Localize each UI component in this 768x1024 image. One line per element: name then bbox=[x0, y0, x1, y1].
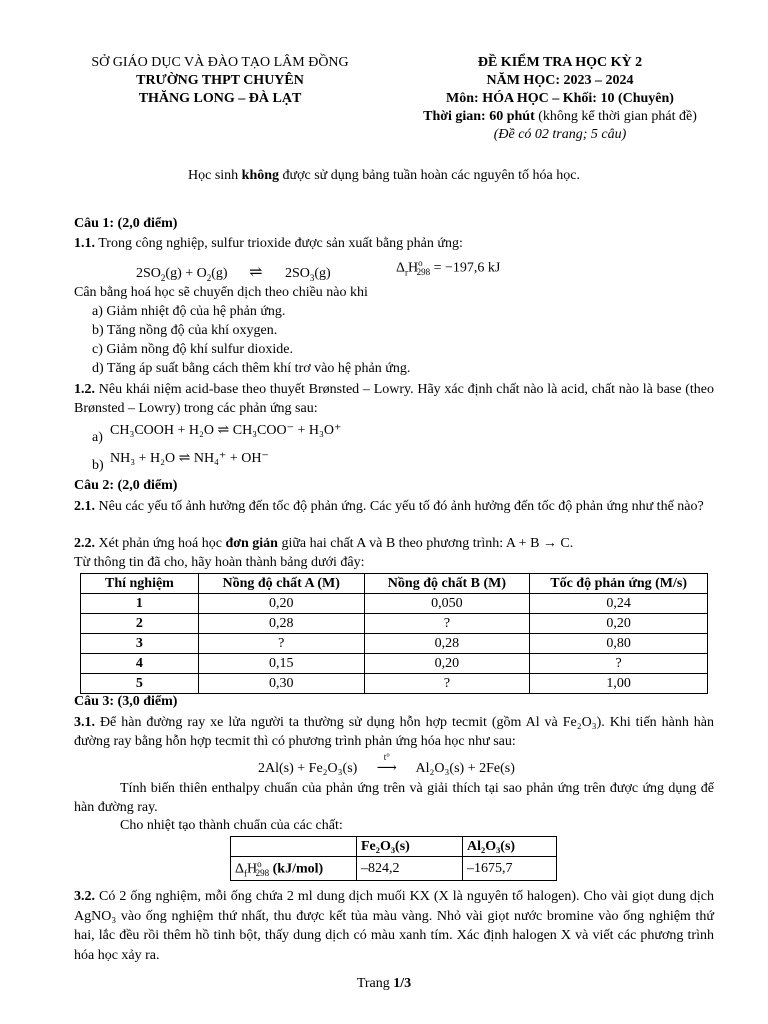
col-header-conc-a: Nồng độ chất A (M) bbox=[198, 574, 364, 594]
reaction-a-label: a) bbox=[92, 430, 103, 445]
q3-2-text: 3.2. Có 2 ống nghiệm, mỗi ống chứa 2 ml dung dịch muối KX (X là nguyên tố halogen). Cho vài giọt dung dịch AgNO₃ vào ống nghiệm thứ nhất, thu được kết tủa màu vàng. Nhỏ vài giọt nước bromine vào ống nghiệm thứ hai, lắc đều rồi thêm hồ tinh bột, thấy dung dịch có màu xanh tím. Xác định halogen X và viết các phương trình hóa học xảy ra. bbox=[74, 889, 714, 963]
col-header-experiment: Thí nghiệm bbox=[81, 574, 199, 594]
equation-thermite: 2Al(s) + Fe₂O₃(s) t° ⟶ Al₂O₃(s) + 2Fe(s) bbox=[258, 752, 515, 776]
q3-1-task: Tính biến thiên enthalpy chuẩn của phản ứng trên và giải thích tại sao phản ứng trên được ứng dụng để hàn đường ray. bbox=[74, 781, 714, 815]
school-header bbox=[70, 54, 370, 108]
enthalpy-value: $\Delta_rH^o_{298} = -197,6$ kJ bbox=[396, 258, 501, 278]
table-row: 2 0,28 ? 0,20 bbox=[81, 614, 708, 634]
q1-option-d: d) Tăng áp suất bằng cách thêm khí trơ vào hệ phản ứng. bbox=[92, 361, 411, 376]
exam-time: Thời gian: 60 phút (không kể thời gian phát đề) bbox=[423, 109, 697, 124]
formation-enthalpy-table bbox=[230, 836, 557, 881]
department-name: SỞ GIÁO DỤC VÀ ĐÀO TẠO LÂM ĐỒNG bbox=[91, 55, 349, 70]
school-name: TRƯỜNG THPT CHUYÊN bbox=[136, 73, 304, 88]
exam-pages-note: (Đề có 02 trang; 5 câu) bbox=[493, 127, 627, 142]
q1-option-c: c) Giảm nồng độ khí sulfur dioxide. bbox=[92, 342, 294, 357]
q1-option-a: a) Giảm nhiệt độ của hệ phản ứng. bbox=[92, 304, 286, 319]
q2-title: Câu 2: (2,0 điểm) bbox=[74, 478, 178, 493]
table-row: 5 0,30 ? 1,00 bbox=[81, 674, 708, 694]
exam-title: ĐỀ KIỂM TRA HỌC KỲ 2 bbox=[477, 55, 643, 70]
q2-1-text: 2.1. Nêu các yếu tố ảnh hưởng đến tốc độ phản ứng. Các yếu tố đó ảnh hưởng đến tốc độ phản ứng như thế nào? bbox=[74, 499, 704, 514]
q1-title: Câu 1: (2,0 điểm) bbox=[74, 216, 178, 231]
reaction-arrow-icon: t° ⟶ bbox=[376, 752, 397, 776]
rate-table bbox=[80, 573, 708, 694]
q2-2-text: 2.2. Xét phản ứng hoá học đơn giản giữa hai chất A và B theo phương trình: A + B → C. bbox=[74, 536, 574, 551]
table-row: 4 0,15 0,20 ? bbox=[81, 654, 708, 674]
q1-1-intro: 1.1. Trong công nghiệp, sulfur trioxide được sản xuất bằng phản ứng: bbox=[74, 236, 463, 251]
equation-so3: $2SO_2(g) + O_2(g)$ ⇌ $2SO_3(g)$ bbox=[136, 264, 331, 283]
exam-header bbox=[400, 54, 720, 144]
notice: Học sinh không được sử dụng bảng tuần hoàn các nguyên tố hóa học. bbox=[188, 168, 580, 183]
table-row: Fe₂O₃(s) Al₂O₃(s) bbox=[231, 837, 557, 857]
table-row: $\Delta_fH^o_{298}$ (kJ/mol) –824,2 –1675,7 bbox=[231, 857, 557, 881]
subject: Môn: HÓA HỌC – Khối: 10 (Chuyên) bbox=[446, 91, 674, 106]
q3-1-given: Cho nhiệt tạo thành chuẩn của các chất: bbox=[120, 818, 343, 833]
rate-table-header bbox=[81, 574, 708, 594]
q1-2-text: 1.2. Nêu khái niệm acid-base theo thuyết Brønsted – Lowry. Hãy xác định chất nào là acid, chất nào là base (theo Brønsted – Lowry) trong các phản ứng sau: bbox=[74, 382, 714, 416]
col-header-rate: Tốc độ phản ứng (M/s) bbox=[530, 574, 708, 594]
col-header-conc-b: Nồng độ chất B (M) bbox=[364, 574, 530, 594]
reaction-a: CH₃COOH + H₂O ⇌ CH₃COO⁻ + H₃O⁺ bbox=[110, 423, 342, 438]
q2-2-instruction: Từ thông tin đã cho, hãy hoàn thành bảng dưới đây: bbox=[74, 555, 365, 570]
equilibrium-arrow-icon: ⇌ bbox=[249, 264, 264, 281]
school-location: THĂNG LONG – ĐÀ LẠT bbox=[138, 91, 302, 106]
q3-title: Câu 3: (3,0 điểm) bbox=[74, 694, 178, 709]
table-row: 1 0,20 0,050 0,24 bbox=[81, 594, 708, 614]
school-year: NĂM HỌC: 2023 – 2024 bbox=[486, 73, 634, 88]
page-number: Trang 1/3 bbox=[356, 976, 412, 991]
q1-question: Cân bằng hoá học sẽ chuyển dịch theo chiều nào khi bbox=[74, 285, 368, 300]
reaction-b-label: b) bbox=[92, 458, 104, 473]
reaction-b: NH₃ + H₂O ⇌ NH₄⁺ + OH⁻ bbox=[110, 451, 269, 466]
q3-1-text: 3.1. Để hàn đường ray xe lửa người ta thường sử dụng hỗn hợp tecmit (gồm Al và Fe₂O₃). Khi tiến hành hàn đường ray bằng hỗn hợp tecmit thì có phương trình phản ứng hóa học như sau: bbox=[74, 715, 714, 749]
table-row: 3 ? 0,28 0,80 bbox=[81, 634, 708, 654]
q1-option-b: b) Tăng nồng độ của khí oxygen. bbox=[92, 323, 278, 338]
